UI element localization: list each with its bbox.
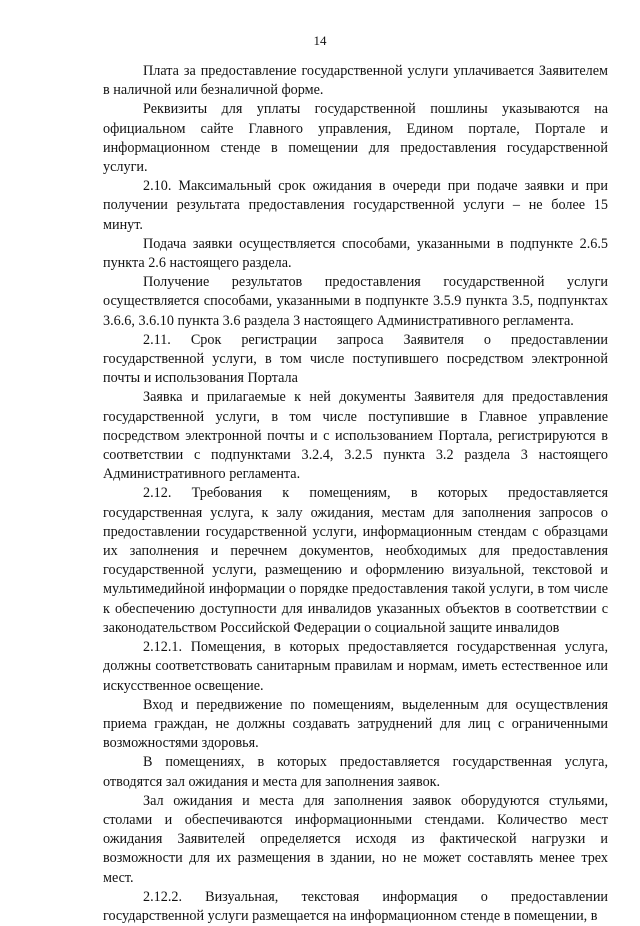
paragraph-result-receipt: Получение результатов предоставления государственной услуги осуществляется способами, указанными в подпункте 3.5.9 пункта 3.5, подпунктах 3.6.6, 3.6.10 пункта 3.6 раздела 3 настоящего Административного регламента. (103, 274, 608, 329)
paragraph-application-submission: Подача заявки осуществляется способами, указанными в подпункте 2.6.5 пункта 2.6 настоящего раздела. (103, 235, 608, 272)
paragraph-fee-payment: Плата за предоставление государственной услуги уплачивается Заявителем в наличной или безналичной форме. (103, 63, 608, 99)
paragraph-2-11-registration-term: 2.11. Срок регистрации запроса Заявителя о предоставлении государственной услуги, в том числе поступившего посредством электронной почты и использования Портала (103, 331, 608, 387)
paragraph-2-12-premises-requirements: 2.12. Требования к помещениям, в которых предоставляется государственная услуга, к залу ожидания, местам для заполнения запросов о предоставлении государственной услуги, информационным стендам с образцами их заполнения и перечнем документов, необходимых для предоставления государственной услуги, размещению и оформлению визуальной, текстовой и мультимедийной информации о порядке предоставления такой услуги, в том числе к обеспечению доступности для инвалидов указанных объектов в соответствии с законодательством Российской Федерации о социальной защите инвалидов (103, 485, 608, 636)
paragraph-application-registration: Заявка и прилагаемые к ней документы Заявителя для предоставления государственной услуги, в том числе поступившие в Главное управление посредством электронной почты и с использованием Портала, регистрируются в соответствии с подпунктами 3.2.4, 3.2.5 пункта 3.2 раздела 3 настоящего Административного регламента. (103, 389, 608, 483)
paragraph-payment-details: Реквизиты для уплаты государственной пошлины указываются на официальном сайте Главного управления, Едином портале, Портале и информационном стенде в помещении для предоставления государственной услуги. (103, 101, 608, 176)
page-number: 14 (313, 33, 327, 48)
document-body (103, 62, 608, 926)
paragraph-accessibility: Вход и передвижение по помещениям, выделенным для осуществления приема граждан, не должны создавать затруднений для лиц с ограниченными возможностями здоровья. (103, 696, 608, 752)
paragraph-2-10-max-wait: 2.10. Максимальный срок ожидания в очереди при подаче заявки и при получении результата предоставления государственной услуги – не более 15 минут. (103, 178, 608, 233)
paragraph-2-12-2-visual-info: 2.12.2. Визуальная, текстовая информация о предоставлении государственной услуги размещается на информационном стенде в помещении, в (103, 888, 608, 924)
paragraph-waiting-equipment: Зал ожидания и места для заполнения заявок оборудуются стульями, столами и обеспечиваются информационными стендами. Количество мест ожидания Заявителей определяется исходя из фактической нагрузки и возможности для их размещения в здании, но не может составлять менее трех мест. (103, 792, 608, 886)
paragraph-waiting-hall: В помещениях, в которых предоставляется государственная услуга, отводятся зал ожидания и места для заполнения заявок. (103, 754, 608, 790)
paragraph-2-12-1-sanitary: 2.12.1. Помещения, в которых предоставляется государственная услуга, должны соответствовать санитарным правилам и нормам, иметь естественное или искусственное освещение. (103, 639, 608, 694)
